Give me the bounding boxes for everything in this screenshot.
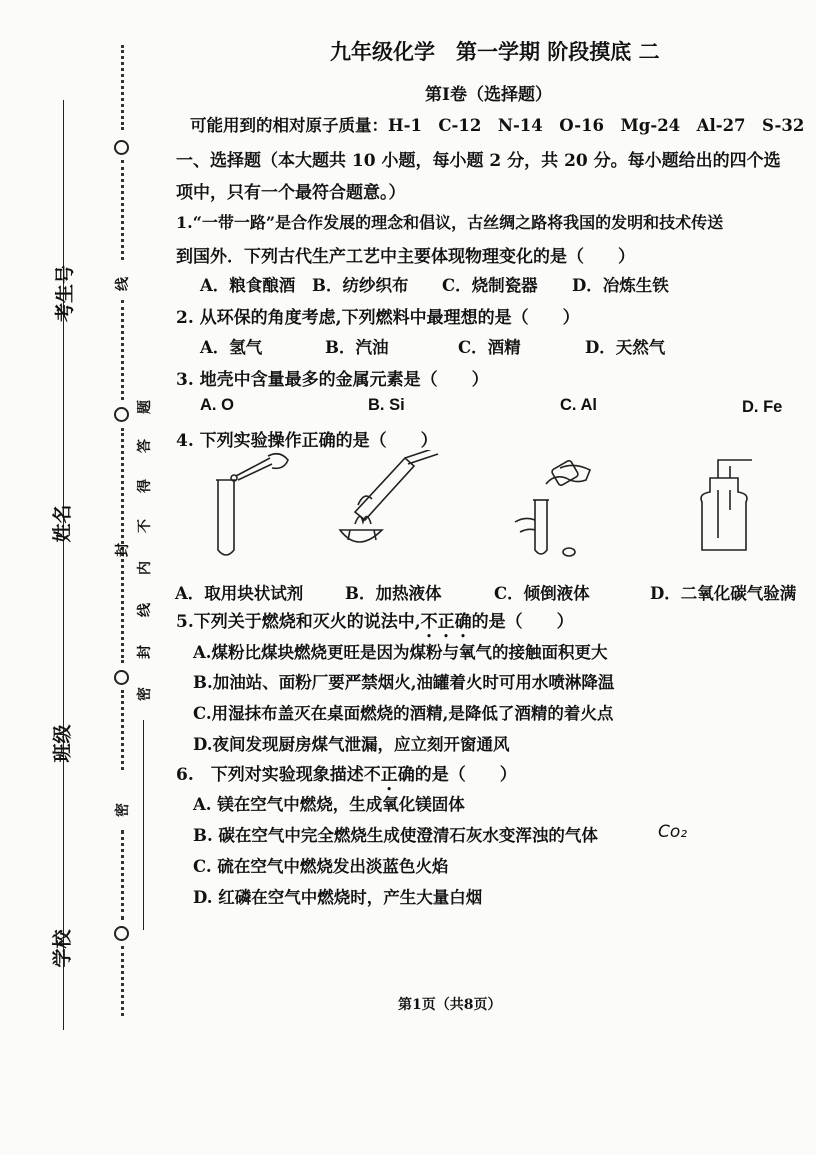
seal-char: 封 xyxy=(137,645,153,659)
seal-ring-4 xyxy=(114,926,129,941)
q6-option-d: D. 红磷在空气中燃烧时，产生大量白烟 xyxy=(193,888,483,907)
q6-stem xyxy=(176,760,517,795)
q2-option-d: D．天然气 xyxy=(585,338,666,357)
section-instructions: 项中，只有一个最符合题意。） xyxy=(176,183,406,203)
q5-stem-suffix: 的是（ ） xyxy=(471,612,574,632)
seal-char: 内 xyxy=(137,561,153,575)
handwritten-note: Co₂ xyxy=(658,822,688,842)
q1-stem: 到国外．下列古代生产工艺中主要体现物理变化的是（ ） xyxy=(176,247,635,267)
seal-ring-1 xyxy=(114,140,129,155)
q3-option-d: D. Fe xyxy=(742,398,783,416)
q5-option-c: C.用湿抹布盖灭在桌面燃烧的酒精,是降低了酒精的着火点 xyxy=(193,704,614,723)
q6-stem-suffix: 确的是（ ） xyxy=(397,765,517,785)
student-id-label: 考生号 xyxy=(54,264,77,323)
name-label: 姓名 xyxy=(51,504,74,543)
atomic-masses: 可能用到的相对原子质量：H-1 C-12 N-14 O-16 Mg-24 Al-27 S-32 xyxy=(190,116,805,135)
q3-option-b: B. Si xyxy=(368,396,405,414)
q1-option-d: D．冶炼生铁 xyxy=(572,276,669,295)
lab-illustrations xyxy=(190,450,810,570)
seal-char: 密 xyxy=(115,803,131,817)
q6-option-a: A. 镁在空气中燃烧，生成氧化镁固体 xyxy=(193,795,465,814)
q6-stem-prefix: 6. 下列对实验现象描述不 xyxy=(176,765,381,785)
margin-line-right xyxy=(143,720,144,930)
test-tube-tweezers-icon xyxy=(216,454,288,555)
seal-dots-3 xyxy=(121,300,124,400)
seal-dots-5 xyxy=(121,690,124,770)
q2-option-c: C．酒精 xyxy=(458,338,521,357)
q6-option-b: B. 碳在空气中完全燃烧生成使澄清石灰水变浑浊的气体 xyxy=(193,826,598,845)
pouring-liquid-icon xyxy=(515,460,590,556)
q1-option-c: C．烧制瓷器 xyxy=(442,276,538,295)
section-instructions: 一、选择题（本大题共 10 小题，每小题 2 分，共 20 分。每小题给出的四个选 xyxy=(176,151,781,171)
q4-option-c: C．倾倒液体 xyxy=(494,584,590,603)
seal-dots-6 xyxy=(121,830,124,920)
q4-option-a: A．取用块状试剂 xyxy=(175,584,304,603)
q5-stem xyxy=(176,607,574,642)
seal-char: 题 xyxy=(137,400,153,414)
class-label: 班级 xyxy=(51,724,74,763)
q5-option-a: A.煤粉比煤块燃烧更旺是因为煤粉与氧气的接触面积更大 xyxy=(193,643,608,662)
seal-char: 线 xyxy=(137,603,153,617)
seal-ring-3 xyxy=(114,670,129,685)
q3-option-c: C. Al xyxy=(560,396,597,414)
margin-line-left xyxy=(63,100,64,1030)
q5-stem-emphasis: 不正确 xyxy=(420,612,472,632)
q5-option-d: D.夜间发现厨房煤气泄漏，应立刻开窗通风 xyxy=(193,735,510,754)
q5-stem-prefix: 5.下列关于燃烧和灭火的说法中, xyxy=(176,612,421,632)
page-number: 第1页（共8页） xyxy=(398,997,502,1013)
seal-char: 线 xyxy=(115,277,131,291)
seal-char: 答 xyxy=(137,439,153,453)
seal-dots-2 xyxy=(121,160,124,260)
q1-option-b: B．纺纱织布 xyxy=(312,276,409,295)
q3-stem: 3. 地壳中含量最多的金属元素是（ ） xyxy=(176,370,489,390)
q1-option-a: A．粮食酿酒 xyxy=(200,276,296,295)
q3-option-a: A. O xyxy=(200,396,234,414)
seal-char: 得 xyxy=(137,479,153,493)
q5-option-b: B.加油站、面粉厂要严禁烟火,油罐着火时可用水喷淋降温 xyxy=(193,673,615,692)
q1-stem: 1.“一带一路”是合作发展的理念和倡议，古丝绸之路将我国的发明和技术传送 xyxy=(176,213,724,232)
exam-title: 九年级化学 第一学期 阶段摸底 二 xyxy=(330,39,660,64)
volume-title: 第Ⅰ卷（选择题） xyxy=(425,85,552,105)
seal-char: 不 xyxy=(137,519,153,533)
q4-option-d: D．二氧化碳气验满 xyxy=(650,584,797,603)
q2-stem: 2. 从环保的角度考虑,下列燃料中最理想的是（ ） xyxy=(176,308,580,328)
q6-option-c: C. 硫在空气中燃烧发出淡蓝色火焰 xyxy=(193,857,449,876)
seal-dots-7 xyxy=(121,946,124,1016)
q4-option-b: B．加热液体 xyxy=(345,584,442,603)
q6-stem-emphasis: 正 xyxy=(380,765,398,785)
seal-ring-2 xyxy=(114,407,129,422)
heating-liquid-icon xyxy=(340,450,438,542)
co2-check-bottle-icon xyxy=(701,460,752,550)
seal-char: 封 xyxy=(115,543,131,557)
school-label: 学校 xyxy=(51,929,74,968)
q2-option-a: A．氢气 xyxy=(200,338,263,357)
seal-dots-1 xyxy=(121,45,124,130)
seal-char: 密 xyxy=(137,687,153,701)
q2-option-b: B．汽油 xyxy=(325,338,389,357)
q4-stem: 4. 下列实验操作正确的是（ ） xyxy=(176,431,438,451)
